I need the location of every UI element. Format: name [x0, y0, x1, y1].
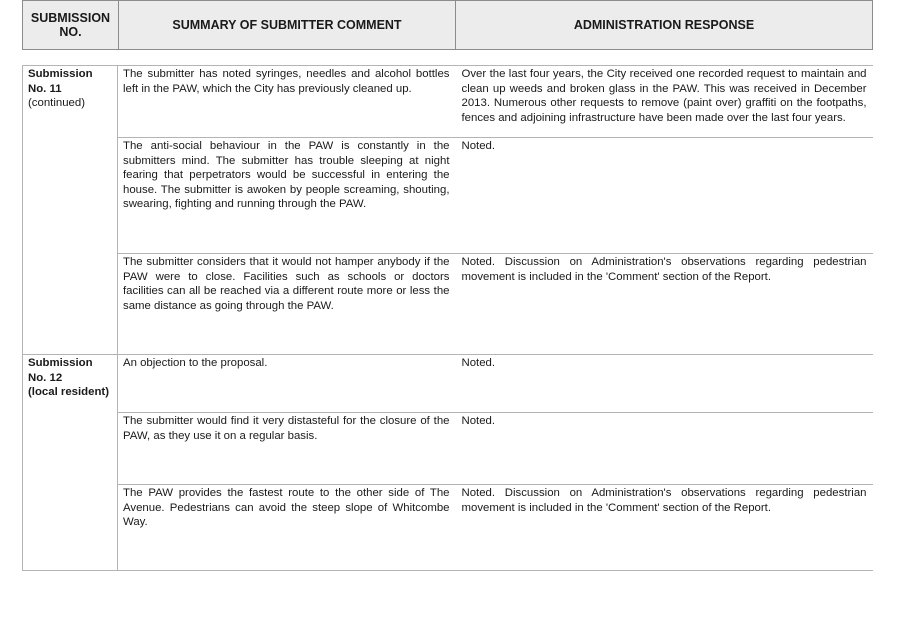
submission-label: Submission No. 11: [28, 68, 93, 95]
response-cell: Noted.: [457, 355, 873, 413]
comment-cell: The submitter has noted syringes, needles and alcohol bottles left in the PAW, which the City has previously cleaned up.: [118, 66, 457, 138]
submission-cell: [23, 355, 118, 571]
table-row: [23, 254, 873, 355]
response-cell: Over the last four years, the City received one recorded request to maintain and clean up weeds and broken glass in the PAW. This was received in December 2013. Numerous other requests to remove (paint over) graffiti on the footpaths, fences and adjoining infrastructure have been made over the last four years.: [457, 66, 873, 138]
comment-cell: An objection to the proposal.: [118, 355, 457, 413]
table-row: [23, 138, 873, 254]
submission-label: Submission No. 12: [28, 357, 93, 384]
response-cell: Noted.: [457, 138, 873, 254]
response-cell: Noted. Discussion on Administration's observations regarding pedestrian movement is included in the 'Comment' section of the Report.: [457, 254, 873, 355]
submissions-table: [22, 65, 873, 571]
comment-cell: The submitter would find it very distasteful for the closure of the PAW, as they use it on a regular basis.: [118, 413, 457, 485]
submission-note: (continued): [28, 97, 85, 109]
comment-cell: The submitter considers that it would not hamper anybody if the PAW were to close. Facilities such as schools or doctors facilities can all be reached via a different route more or less the same distance as going through the PAW.: [118, 254, 457, 355]
comment-cell: The PAW provides the fastest route to the other side of The Avenue. Pedestrians can avoid the steep slope of Whitcombe Way.: [118, 485, 457, 571]
table-row: [23, 355, 873, 413]
response-cell: Noted.: [457, 413, 873, 485]
table-row: [23, 66, 873, 138]
header-administration-response: ADMINISTRATION RESPONSE: [456, 1, 873, 50]
header-row: [23, 1, 873, 50]
table-header: [22, 0, 873, 50]
header-summary-comment: SUMMARY OF SUBMITTER COMMENT: [119, 1, 456, 50]
submission-note: (local resident): [28, 386, 110, 398]
header-submission-no: SUBMISSION NO.: [23, 1, 119, 50]
comment-cell: The anti-social behaviour in the PAW is constantly in the submitters mind. The submitter has trouble sleeping at night fearing that perpetrators would be successful in entering the house. The submitter is awoken by people screaming, shouting, swearing, fighting and running through the PAW.: [118, 138, 457, 254]
submission-cell: [23, 66, 118, 355]
response-cell: Noted. Discussion on Administration's observations regarding pedestrian movement is included in the 'Comment' section of the Report.: [457, 485, 873, 571]
table-row: [23, 413, 873, 485]
table-row: [23, 485, 873, 571]
